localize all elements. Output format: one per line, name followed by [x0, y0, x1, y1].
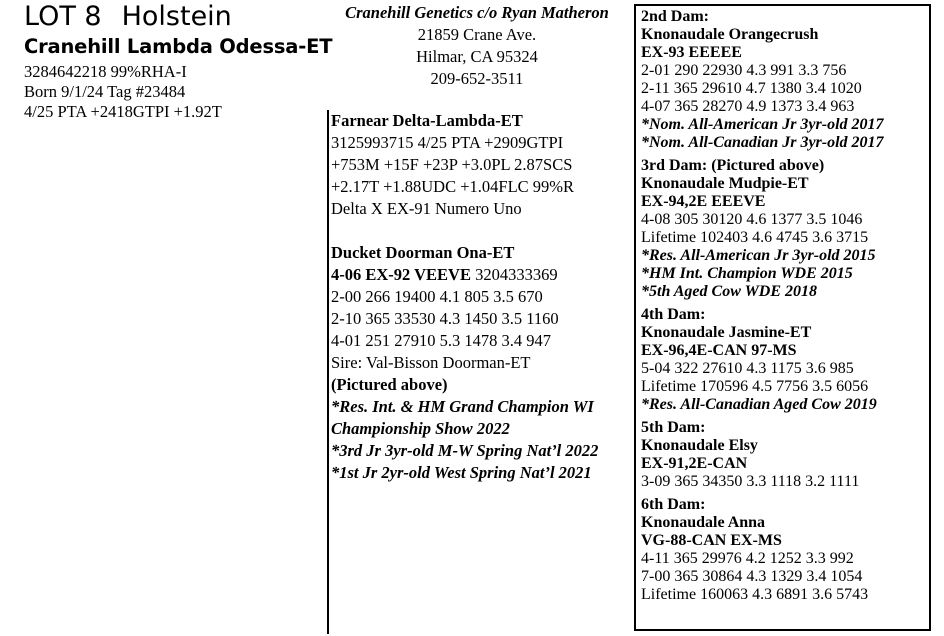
dam-heading: 3rd Dam: (Pictured above): [641, 157, 825, 174]
dam-section-honor: *Nom. All-Canadian Jr 3yr-old 2017: [641, 134, 884, 151]
dam-honor: *1st Jr 2yr-old West Spring Nat’l 2021: [331, 463, 592, 482]
dam-heading: 2nd Dam:: [641, 8, 710, 25]
dam-section-honor: *5th Aged Cow WDE 2018: [641, 283, 818, 300]
dam-section-2nd: [641, 8, 929, 152]
dam-section-honor: *Res. All-American Jr 3yr-old 2015: [641, 247, 876, 264]
dam-heading: 5th Dam:: [641, 419, 706, 436]
dam-sire-line: Sire: Val-Bisson Doorman-ET: [331, 353, 531, 372]
dam-section-record: 4-11 365 29976 4.2 1252 3.3 992: [641, 550, 854, 567]
dam-section-6th: [641, 496, 929, 604]
dam-pictured-note: (Pictured above): [331, 375, 448, 394]
consignor-name: Cranehill Genetics c/o Ryan Matheron: [345, 3, 609, 22]
consignor-city: Hilmar, CA 95324: [416, 47, 538, 66]
animal-detail-line: 3284642218 99%RHA-I: [24, 62, 187, 81]
dam-record: 4-01 251 27910 5.3 1478 3.4 947: [331, 331, 551, 350]
lot-number: LOT 8: [24, 1, 102, 32]
dam-section-classification: VG-88-CAN EX-MS: [641, 532, 782, 549]
dam-section-record: Lifetime 160063 4.3 6891 3.6 5743: [641, 586, 869, 603]
dam-section-honor: *Nom. All-American Jr 3yr-old 2017: [641, 116, 884, 133]
sire-name: Farnear Delta-Lambda-ET: [331, 111, 523, 130]
dam-honor: *Res. Int. & HM Grand Champion WI: [331, 397, 594, 416]
consignor-phone: 209-652-3511: [430, 69, 524, 88]
sire-info-line: +2.17T +1.88UDC +1.04FLC 99%R: [331, 177, 575, 196]
dam-section-name: Knonaudale Orangecrush: [641, 26, 819, 43]
dam-section-record: Lifetime 102403 4.6 4745 3.6 3715: [641, 229, 869, 246]
consignor-block: [327, 2, 627, 90]
consignor-address: 21859 Crane Ave.: [417, 25, 537, 44]
maternal-line-box: [634, 4, 931, 631]
dam-honor: Championship Show 2022: [331, 419, 510, 438]
dam-section-3rd: [641, 157, 929, 301]
dam-section-honor: *Res. All-Canadian Aged Cow 2019: [641, 396, 877, 413]
dam-class-line: [331, 264, 631, 286]
breed: Holstein: [121, 1, 232, 32]
sire-info-line: Delta X EX-91 Numero Uno: [331, 199, 522, 218]
dam-section-classification: EX-96,4E-CAN 97-MS: [641, 342, 797, 359]
dam-record: 2-10 365 33530 4.3 1450 3.5 1160: [331, 309, 559, 328]
dam-section-record: 2-11 365 29610 4.7 1380 3.4 1020: [641, 80, 862, 97]
dam-section-name: Knonaudale Anna: [641, 514, 766, 531]
dam-section-record: Lifetime 170596 4.5 7756 3.5 6056: [641, 378, 869, 395]
dam-section-classification: EX-93 EEEEE: [641, 44, 742, 61]
animal-detail-line: Born 9/1/24 Tag #23484: [24, 82, 186, 101]
dam-section-record: 2-01 290 22930 4.3 991 3.3 756: [641, 62, 847, 79]
sire-info-line: 3125993715 4/25 PTA +2909GTPI: [331, 133, 564, 152]
dam-section-classification: EX-94,2E EEEVE: [641, 193, 766, 210]
dam-section-record: 5-04 322 27610 4.3 1175 3.6 985: [641, 360, 854, 377]
dam-record: 2-00 266 19400 4.1 805 3.5 670: [331, 287, 543, 306]
dam-section-name: Knonaudale Mudpie-ET: [641, 175, 809, 192]
sire-info-line: +753M +15F +23P +3.0PL 2.87SCS: [331, 155, 573, 174]
dam-honor: *3rd Jr 3yr-old M-W Spring Nat’l 2022: [331, 441, 599, 460]
dam-section-record: 7-00 365 30864 4.3 1329 3.4 1054: [641, 568, 863, 585]
lot-header: [24, 0, 232, 34]
dam-classification: 4-06 EX-92 VEEVE: [331, 265, 471, 284]
dam-section-record: 4-08 305 30120 4.6 1377 3.5 1046: [641, 211, 863, 228]
animal-name: Cranehill Lambda Odessa-ET: [24, 35, 333, 58]
dam-section-record: 3-09 365 34350 3.3 1118 3.2 1111: [641, 473, 860, 490]
animal-detail-line: 4/25 PTA +2418GTPI +1.92T: [24, 102, 222, 121]
dam-section-record: 4-07 365 28270 4.9 1373 3.4 963: [641, 98, 855, 115]
dam-section-classification: EX-91,2E-CAN: [641, 455, 748, 472]
dam-name: Ducket Doorman Ona-ET: [331, 243, 515, 262]
dam-section-5th: [641, 419, 929, 491]
animal-details: [24, 62, 222, 122]
dam-section-4th: [641, 306, 929, 414]
dam-section-name: Knonaudale Elsy: [641, 437, 758, 454]
dam-heading: 6th Dam:: [641, 496, 706, 513]
dam-section-name: Knonaudale Jasmine-ET: [641, 324, 812, 341]
dam-heading: 4th Dam:: [641, 306, 706, 323]
pedigree-column: [327, 110, 631, 634]
dam-section-honor: *HM Int. Champion WDE 2015: [641, 265, 853, 282]
dam-reg-number: 3204333369: [475, 265, 558, 284]
